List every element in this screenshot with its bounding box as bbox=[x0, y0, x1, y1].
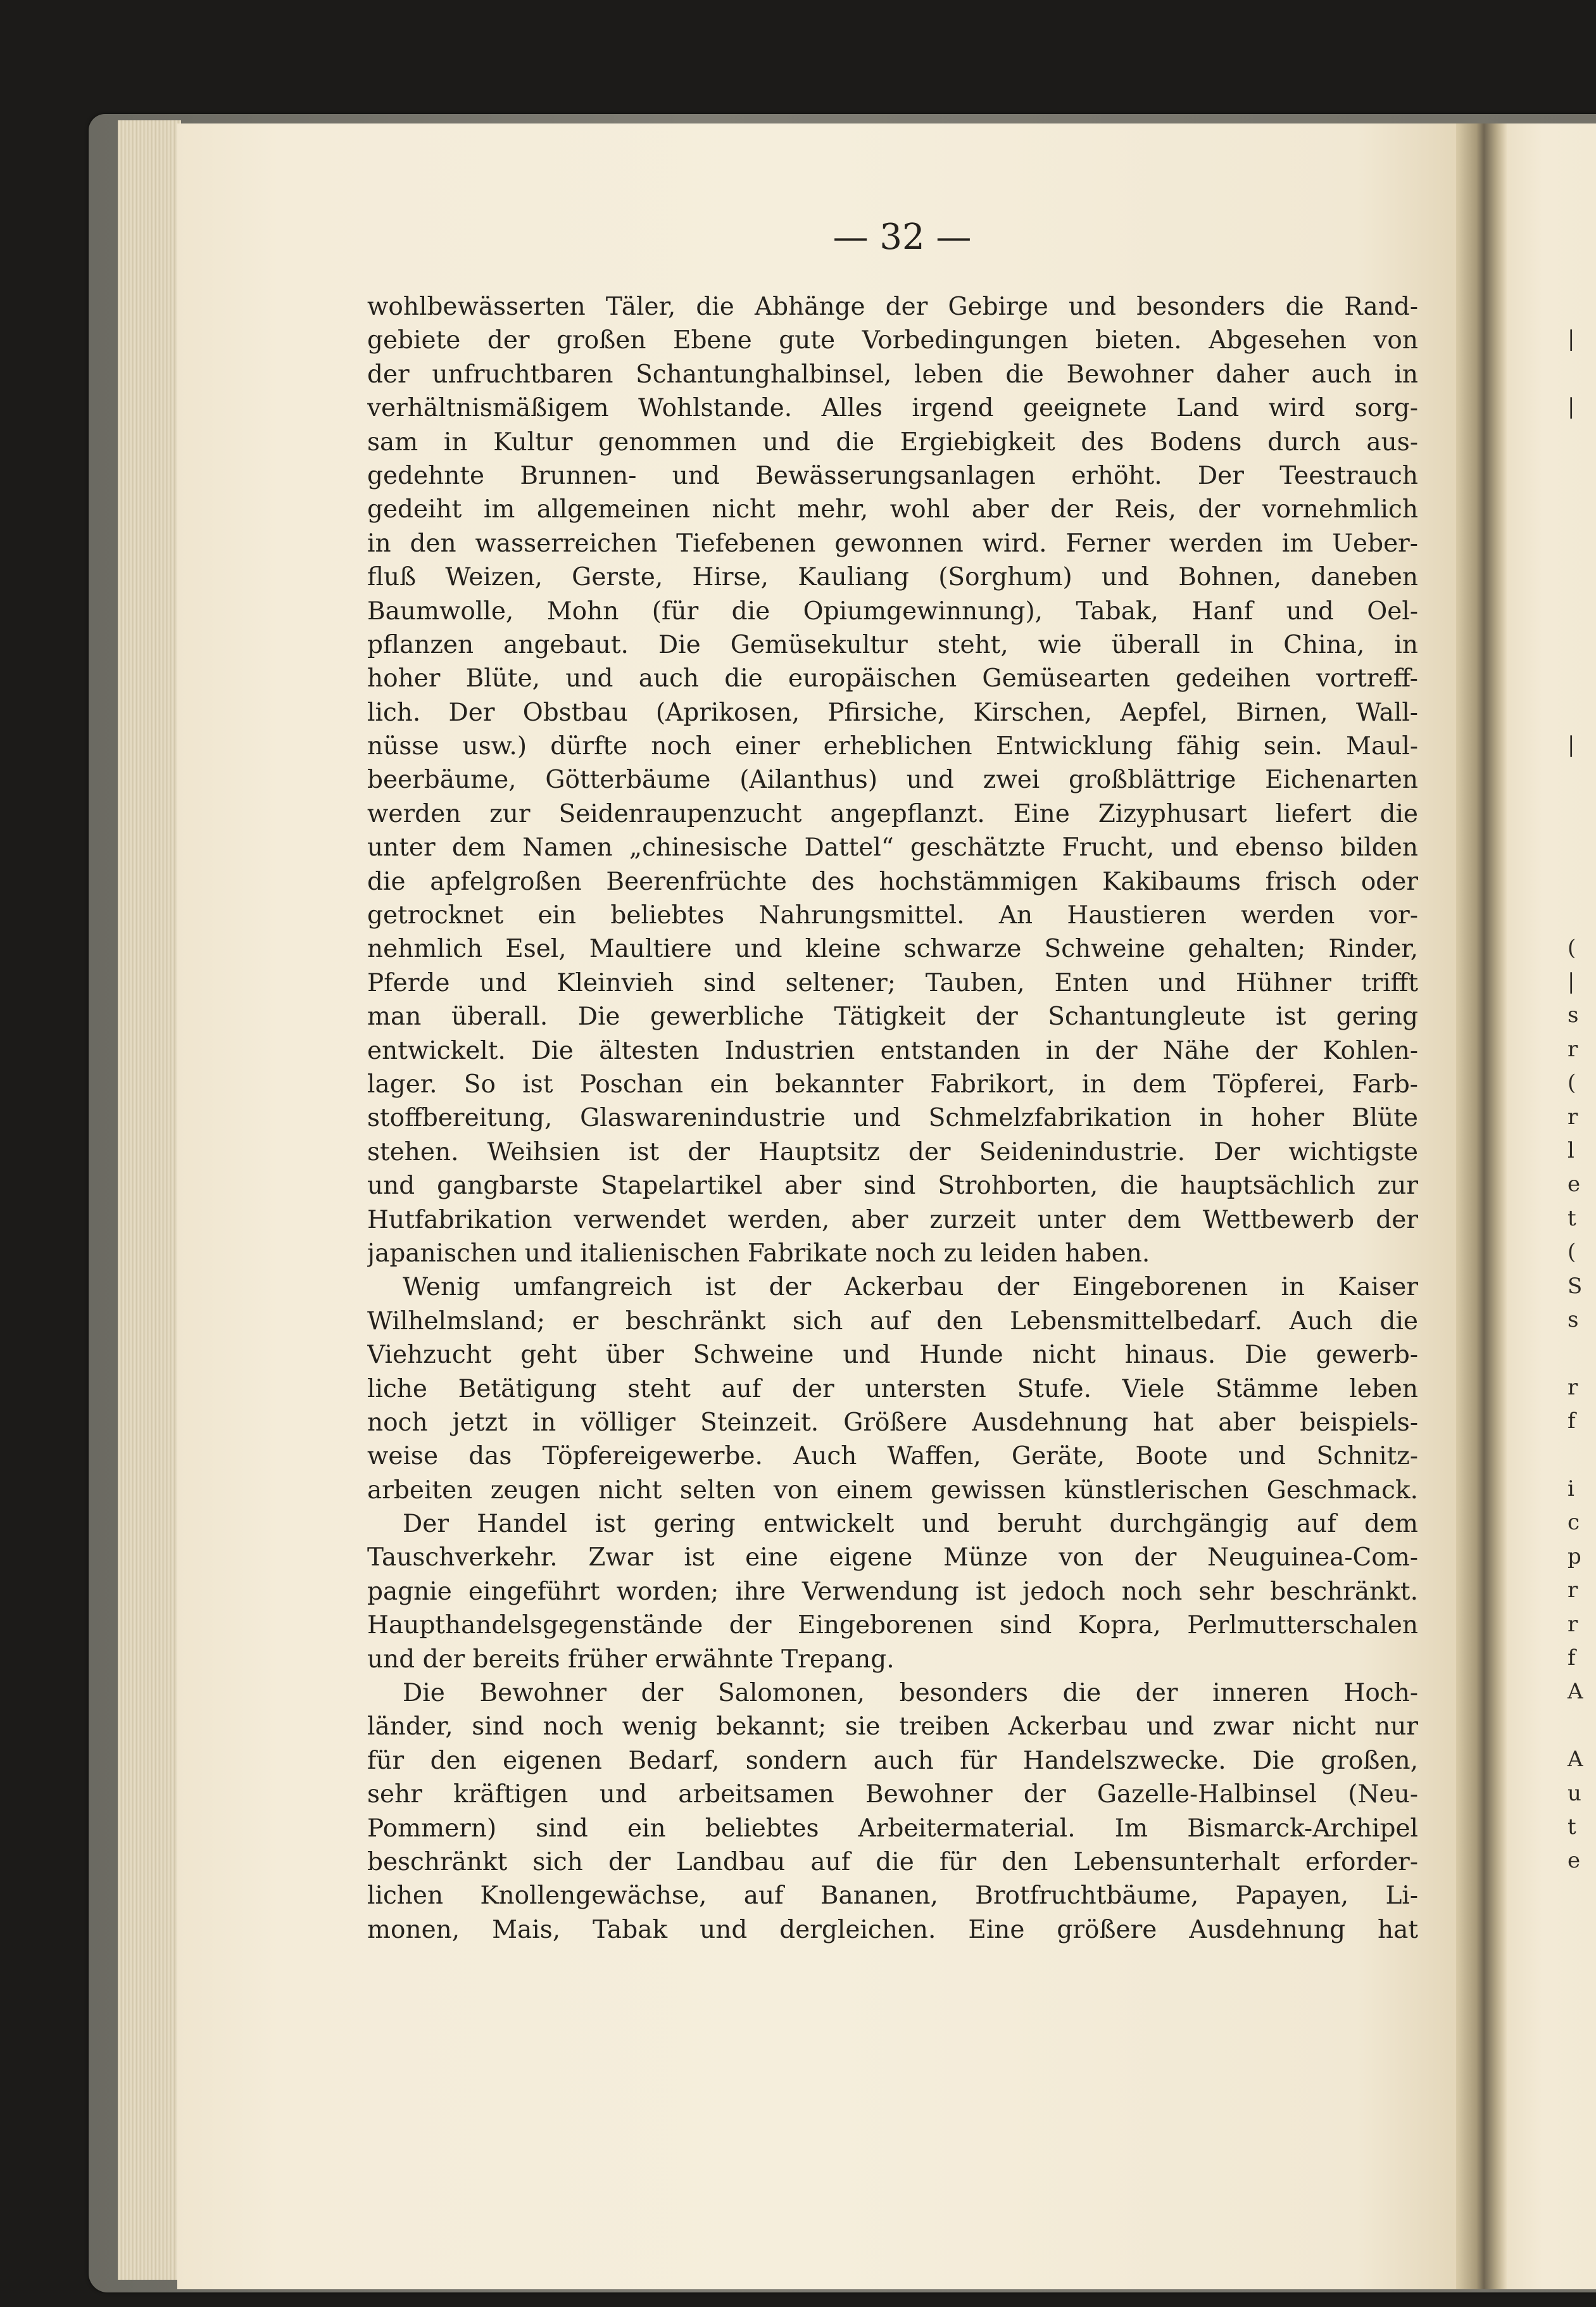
text-line: unter dem Namen „chinesische Dattel“ geschätzte Frucht, und ebenso bilden bbox=[367, 833, 1418, 863]
facing-page-text-fragment: A bbox=[1568, 1679, 1583, 1705]
facing-page-text-fragment: f bbox=[1568, 1408, 1576, 1434]
text-line: der unfruchtbaren Schantunghalbinsel, leben die Bewohner daher auch in bbox=[367, 360, 1418, 389]
text-line: Baumwolle, Mohn (für die Opiumgewinnung), Tabak, Hanf und Oel- bbox=[367, 597, 1418, 626]
text-line: Tauschverkehr. Zwar ist eine eigene Münze von der Neuguinea-Com- bbox=[367, 1543, 1418, 1572]
text-line: stehen. Weihsien ist der Hauptsitz der Seidenindustrie. Der wichtigste bbox=[367, 1137, 1418, 1166]
facing-page-text-fragment: i bbox=[1568, 1476, 1574, 1501]
text-line: Wilhelmsland; er beschränkt sich auf den Lebensmittelbedarf. Auch die bbox=[367, 1306, 1418, 1336]
text-line: pflanzen angebaut. Die Gemüsekultur steht, wie überall in China, in bbox=[367, 630, 1418, 659]
text-line: Pferde und Kleinvieh sind seltener; Tauben, Enten und Hühner trifft bbox=[367, 968, 1418, 997]
facing-page-text-fragment: t bbox=[1568, 1814, 1576, 1840]
facing-page-text-fragment: e bbox=[1568, 1172, 1581, 1198]
facing-page-text-fragment: | bbox=[1568, 394, 1575, 420]
facing-page-text-fragment: | bbox=[1568, 969, 1575, 994]
text-line: in den wasserreichen Tiefebenen gewonnen wird. Ferner werden im Ueber- bbox=[367, 529, 1418, 558]
text-line: man überall. Die gewerbliche Tätigkeit der Schantungleute ist gering bbox=[367, 1002, 1418, 1032]
text-line: sehr kräftigen und arbeitsamen Bewohner der Gazelle-Halbinsel (Neu- bbox=[367, 1780, 1418, 1809]
facing-page-text-fragment: ( bbox=[1568, 935, 1576, 961]
facing-page-text-fragment: r bbox=[1568, 1577, 1578, 1603]
text-line: die apfelgroßen Beerenfrüchte des hochstämmigen Kakibaums frisch oder bbox=[367, 867, 1418, 896]
text-line: gebiete der großen Ebene gute Vorbedingungen bieten. Abgesehen von bbox=[367, 326, 1418, 355]
text-line: lager. So ist Poschan ein bekannter Fabrikort, in dem Töpferei, Farb- bbox=[367, 1070, 1418, 1099]
text-line: nehmlich Esel, Maultiere und kleine schwarze Schweine gehalten; Rinder, bbox=[367, 935, 1418, 964]
text-line: länder, sind noch wenig bekannt; sie treiben Ackerbau und zwar nicht nur bbox=[367, 1712, 1418, 1741]
facing-page-text-fragment: r bbox=[1568, 1104, 1578, 1130]
text-line: werden zur Seidenraupenzucht angepflanzt. Eine Zizyphusart liefert die bbox=[367, 799, 1418, 828]
facing-page-text-fragment: r bbox=[1568, 1374, 1578, 1400]
facing-page-text-fragment: s bbox=[1568, 1307, 1579, 1332]
facing-page-text-fragment: e bbox=[1568, 1848, 1581, 1874]
text-line: Haupthandelsgegenstände der Eingeborenen sind Kopra, Perlmutterschalen bbox=[367, 1611, 1418, 1640]
text-line: Pommern) sind ein beliebtes Arbeitermaterial. Im Bismarck-Archipel bbox=[367, 1814, 1418, 1843]
text-line: nüsse usw.) dürfte noch einer erheblichen Entwicklung fähig sein. Maul- bbox=[367, 732, 1418, 761]
text-line: weise das Töpfereigewerbe. Auch Waffen, Geräte, Boote und Schnitz- bbox=[367, 1442, 1418, 1471]
body-text bbox=[367, 290, 1418, 2127]
facing-page-text-fragment: r bbox=[1568, 1611, 1578, 1637]
text-line: lich. Der Obstbau (Aprikosen, Pfirsiche, Kirschen, Aepfel, Birnen, Wall- bbox=[367, 698, 1418, 727]
text-line: pagnie eingeführt worden; ihre Verwendung ist jedoch noch sehr beschränkt. bbox=[367, 1577, 1418, 1606]
facing-page-text-fragment: f bbox=[1568, 1645, 1576, 1671]
text-line: und der bereits früher erwähnte Trepang. bbox=[367, 1645, 895, 1674]
facing-page-text-fragment: u bbox=[1568, 1780, 1581, 1806]
text-line: gedeiht im allgemeinen nicht mehr, wohl aber der Reis, der vornehmlich bbox=[367, 495, 1418, 524]
text-line: getrocknet ein beliebtes Nahrungsmittel. An Haustieren werden vor- bbox=[367, 901, 1418, 930]
text-line: wohlbewässerten Täler, die Abhänge der Gebirge und besonders die Rand- bbox=[367, 293, 1418, 321]
facing-page-text-fragment: | bbox=[1568, 732, 1575, 758]
page-stack-edge bbox=[118, 120, 181, 2280]
text-line: beschränkt sich der Landbau auf die für den Lebensunterhalt erforder- bbox=[367, 1847, 1418, 1876]
facing-page-text-fragment: c bbox=[1568, 1510, 1580, 1536]
text-line: Die Bewohner der Salomonen, besonders die der inneren Hoch- bbox=[403, 1679, 1418, 1708]
facing-page-text-fragment: ( bbox=[1568, 1239, 1576, 1265]
text-line: arbeiten zeugen nicht selten von einem gewissen künstlerischen Geschmack. bbox=[367, 1476, 1418, 1505]
facing-page-text-fragment: l bbox=[1568, 1138, 1574, 1163]
facing-page bbox=[1507, 123, 1596, 2289]
text-line: Der Handel ist gering entwickelt und beruht durchgängig auf dem bbox=[403, 1510, 1418, 1539]
text-line: Viehzucht geht über Schweine und Hunde nicht hinaus. Die gewerb- bbox=[367, 1341, 1418, 1370]
text-line: japanischen und italienischen Fabrikate noch zu leiden haben. bbox=[367, 1239, 1150, 1268]
facing-page-text-fragment: S bbox=[1568, 1273, 1583, 1299]
facing-page-text-fragment: A bbox=[1568, 1747, 1583, 1773]
facing-page-text-fragment: t bbox=[1568, 1205, 1576, 1231]
text-line: verhältnismäßigem Wohlstande. Alles irgend geeignete Land wird sorg- bbox=[367, 394, 1418, 423]
text-line: gedehnte Brunnen- und Bewässerungsanlagen erhöht. Der Teestrauch bbox=[367, 461, 1418, 490]
book-gutter bbox=[1456, 123, 1507, 2289]
text-line: noch jetzt in völliger Steinzeit. Größere Ausdehnung hat aber beispiels- bbox=[367, 1408, 1418, 1437]
facing-page-text-fragment: r bbox=[1568, 1036, 1578, 1062]
text-line: entwickelt. Die ältesten Industrien entstanden in der Nähe der Kohlen- bbox=[367, 1036, 1418, 1065]
text-line: für den eigenen Bedarf, sondern auch für Handelszwecke. Die großen, bbox=[367, 1746, 1418, 1775]
facing-page-text-fragment: ( bbox=[1568, 1070, 1576, 1096]
facing-page-text-fragment: | bbox=[1568, 326, 1575, 352]
facing-page-text-fragment: s bbox=[1568, 1002, 1579, 1028]
text-line: und gangbarste Stapelartikel aber sind Strohborten, die hauptsächlich zur bbox=[367, 1172, 1418, 1201]
text-line: hoher Blüte, und auch die europäischen Gemüsearten gedeihen vortreff- bbox=[367, 664, 1418, 693]
text-line: lichen Knollengewächse, auf Bananen, Brotfruchtbäume, Papayen, Li- bbox=[367, 1881, 1418, 1911]
text-line: Wenig umfangreich ist der Ackerbau der Eingeborenen in Kaiser bbox=[403, 1273, 1418, 1302]
text-line: monen, Mais, Tabak und dergleichen. Eine größere Ausdehnung hat bbox=[367, 1915, 1418, 1944]
text-line: fluß Weizen, Gerste, Hirse, Kauliang (Sorghum) und Bohnen, daneben bbox=[367, 563, 1418, 592]
text-line: beerbäume, Götterbäume (Ailanthus) und zwei großblättrige Eichenarten bbox=[367, 766, 1418, 795]
page-number-header: — 32 — bbox=[833, 217, 972, 258]
text-line: Hutfabrikation verwendet werden, aber zurzeit unter dem Wettbewerb der bbox=[367, 1205, 1418, 1234]
text-line: liche Betätigung steht auf der untersten Stufe. Viele Stämme leben bbox=[367, 1374, 1418, 1403]
text-line: stoffbereitung, Glaswarenindustrie und Schmelzfabrikation in hoher Blüte bbox=[367, 1104, 1418, 1133]
text-line: sam in Kultur genommen und die Ergiebigkeit des Bodens durch aus- bbox=[367, 427, 1418, 457]
facing-page-text-fragment: p bbox=[1568, 1543, 1581, 1569]
